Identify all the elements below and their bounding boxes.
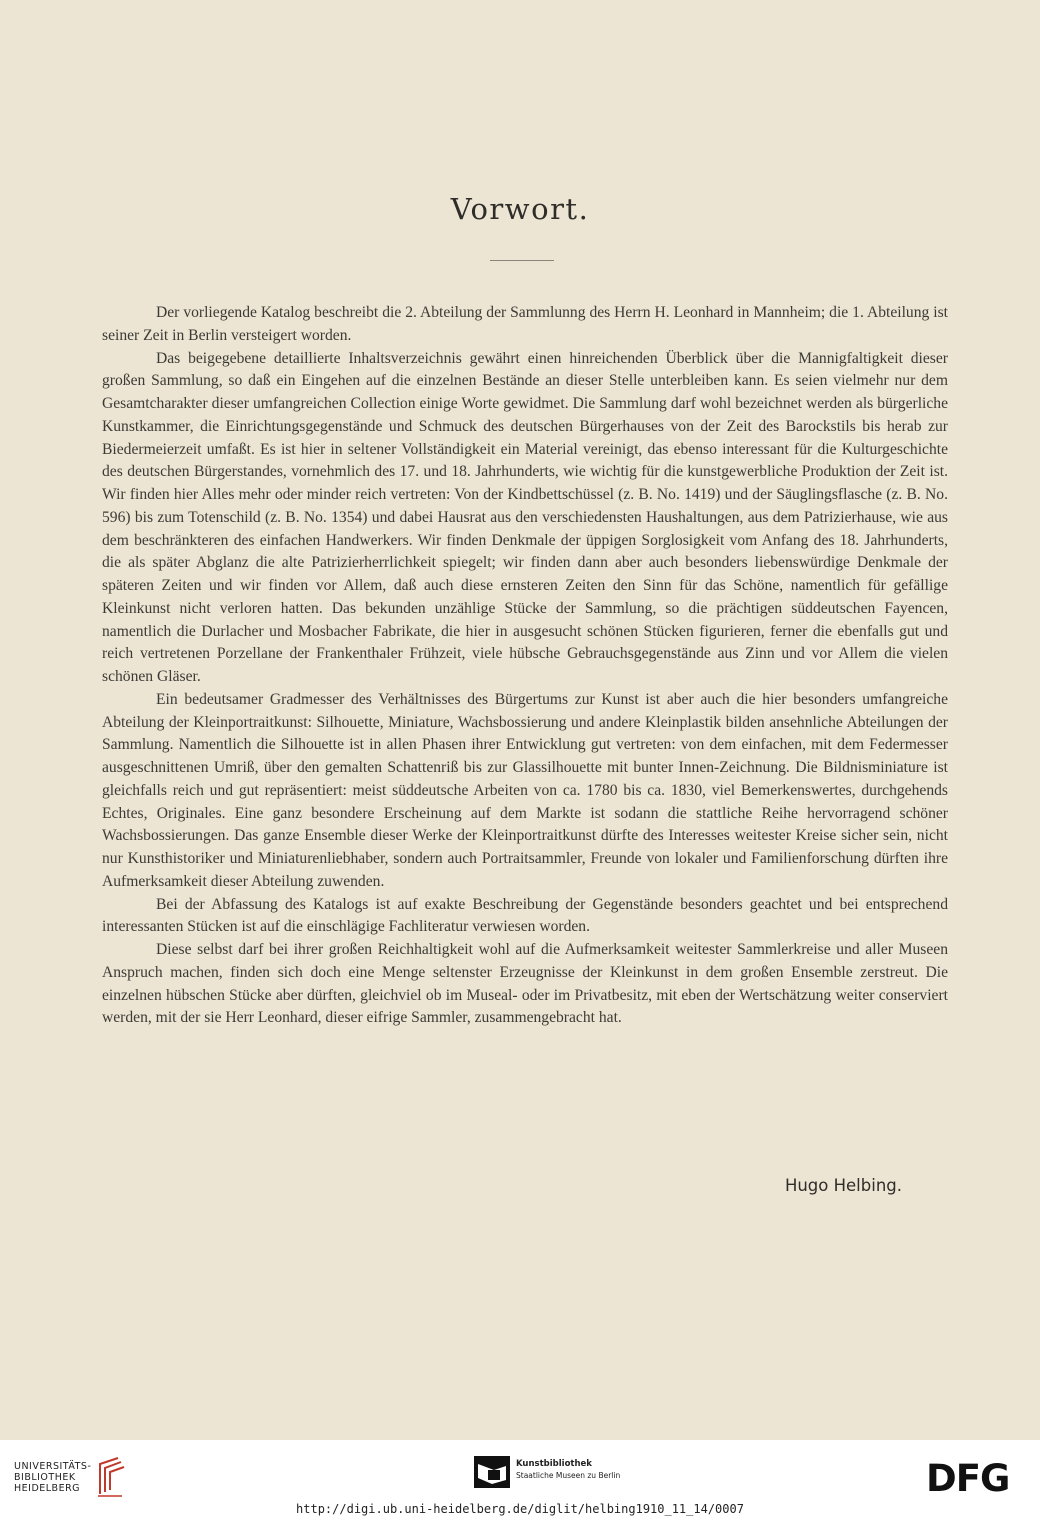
kunstbibliothek-label — [516, 1459, 620, 1481]
kunstbibliothek-logo-icon — [474, 1456, 510, 1488]
university-library-logo-text — [14, 1461, 91, 1494]
dfg-logo-text: DFG — [926, 1460, 1010, 1494]
dfg-logo — [926, 1460, 1026, 1494]
permalink-url[interactable]: http://digi.ub.uni-heidelberg.de/diglit/helbing1910_11_14/0007 — [296, 1502, 744, 1516]
university-library-mark-icon — [96, 1456, 126, 1498]
kunstbibliothek-subtitle: Staatliche Museen zu Berlin — [516, 1471, 621, 1480]
preface-body — [102, 302, 948, 1030]
paragraph-4: Bei der Abfassung des Katalogs ist auf exakte Beschreibung der Gegenstände besonders geachtet und bei entsprechend interessanten Stücken ist auf die einschlägige Fachliteratur verwiesen worden. — [102, 895, 948, 936]
uni-logo-line-2: BIBLIOTHEK — [14, 1472, 76, 1483]
uni-logo-line-1: UNIVERSITÄTS- — [14, 1461, 92, 1472]
paragraph-5: Diese selbst darf bei ihrer großen Reichhaltigkeit wohl auf die Aufmerksamkeit weitester Sammlerkreise und aller Museen Anspruch machen, finden sich doch eine Menge seltenster Erzeugnisse der Kleinkunst in dem großen Ensemble zerstreut. Die einzelnen hübschen Stücke aber dürften, gleichviel ob im Museal- oder im Privatbesitz, mit eben der Wertschätzung weiter conserviert werden, mit der sie Herr Leonhard, dieser eifrige Sammler, zusammengebracht hat. — [102, 941, 948, 1027]
footer-bar — [0, 1440, 1040, 1521]
paragraph-2: Das beigegebene detaillierte Inhaltsverzeichnis gewährt einen hinreichenden Überblick über die Mannigfaltigkeit dieser großen Sammlung, so daß ein Eingehen auf die einzelnen Bestände an dieser Stelle unterbleiben kann. Es seien vielmehr nur dem Gesamtcharakter dieser umfangreichen Collection einige Worte gewidmet. Die Sammlung darf wohl bezeichnet werden als bürgerliche Kunstkammer, die Einrichtungsgegenstände und Schmuck des deutschen Bürgerhauses von der Zeit des Barockstils bis herab zur Biedermeierzeit umfaßt. Es ist hier in seltener Vollständigkeit ein Material vereinigt, das ebenso interessant für die Kulturgeschichte des deutschen Bürgerstandes, vornehmlich des 17. und 18. Jahrhunderts, wie wichtig für die kunstgewerbliche Produktion der Zeit ist. Wir finden hier Alles mehr oder minder reich vertreten: Von der Kindbettschüssel (z. B. No. 1419) und der Säuglingsflasche (z. B. No. 596) bis zum Totenschild (z. B. No. 1354) und dabei Hausrat aus den verschiedensten Haushaltungen, aus dem Patrizierhause, wie aus dem beschränkteren des einfachen Handwerkers. Wir finden Denkmale der üppigen Sorglosigkeit vom Anfang des 18. Jahrhunderts, die als später Abglanz die alte Patrizierherrlichkeit spiegelt; wir finden dann aber auch besonders liebenswürdige Denkmale der späteren Zeiten und wir finden vor Allem, daß auch diese ernsteren Zeiten den Sinn für das Schöne, namentlich für gefällige Kleinkunst nicht verloren hatten. Das bekunden unzählige Stücke der Sammlung, so die prächtigen süddeutschen Fayencen, namentlich die Durlacher und Mosbacher Fabrikate, die hier in ausgesucht schönen Stücken figurieren, ferner die ebenfalls gut und reich vertretenen Porzellane der Frankenthaler Frühzeit, viele hübsche Gebrauchsgegenstände aus Zinn und vor Allem die vielen schönen Gläser. — [102, 349, 948, 685]
title-divider — [490, 260, 554, 261]
uni-logo-line-3: HEIDELBERG — [14, 1483, 81, 1494]
kunstbibliothek-title: Kunstbibliothek — [516, 1459, 592, 1469]
signature: Hugo Helbing. — [784, 1176, 902, 1195]
page-title: Vorwort. — [450, 192, 590, 226]
paragraph-1: Der vorliegende Katalog beschreibt die 2. Abteilung der Sammlunng des Herrn H. Leonhard in Mannheim; die 1. Abteilung ist seiner Zeit in Berlin versteigert worden. — [102, 304, 948, 344]
paragraph-3: Ein bedeutsamer Gradmesser des Verhältnisses des Bürgertums zur Kunst ist aber auch die hier besonders umfangreiche Abteilung der Kleinportraitkunst: Silhouette, Miniature, Wachsbossierung und andere Kleinplastik bilden ansehnliche Abteilungen der Sammlung. Namentlich die Silhouette ist in allen Phasen ihrer Entwicklung gut vertreten: von dem einfachen, mit dem Federmesser ausgeschnittenen Umriß, über den gemalten Schattenriß bis zur Glassilhouette mit bunter Innen-Zeichnung. Die Bildnisminiature ist gleichfalls reich und gut repräsentiert: meist süddeutsche Arbeiten von ca. 1780 bis ca. 1830, viel Bemerkenswertes, durchgehends Echtes, Originales. Eine ganz besondere Erscheinung auf dem Markte ist sodann die stattliche Reihe hervorragend schöner Wachsbossierungen. Das ganze Ensemble dieser Werke der Kleinportraitkunst dürfte des Interesses weitester Kreise sicher sein, nicht nur Kunsthistoriker und Miniaturenliebhaber, sondern auch Portraitsammler, Freunde von lokaler und Familienforschung dürften ihre Aufmerksamkeit dieser Abteilung zuwenden. — [102, 690, 948, 890]
